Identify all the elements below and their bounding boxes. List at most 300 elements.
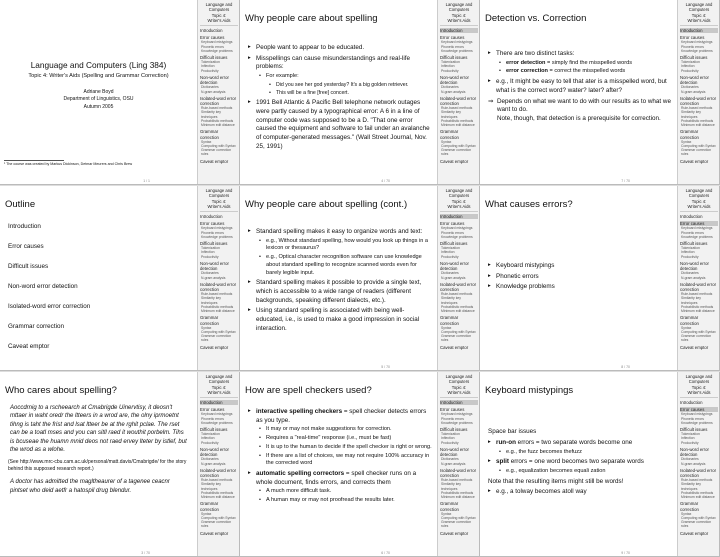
- nav-header-line: Language and: [685, 2, 713, 7]
- nav-subsection[interactable]: Similarity key techniques: [441, 482, 461, 491]
- nav-section[interactable]: Caveat emptor: [440, 344, 469, 350]
- nav-subsection[interactable]: Rule-based methods: [201, 106, 233, 111]
- nav-subsection[interactable]: Grammar correction rules: [441, 148, 472, 157]
- nav-subsection[interactable]: Minimum edit distance: [681, 309, 715, 314]
- nav-section[interactable]: Difficult issues: [200, 241, 228, 247]
- nav-section[interactable]: Caveat emptor: [440, 158, 469, 164]
- nav-section[interactable]: Grammar correction: [440, 501, 459, 512]
- bullet: ▸ Knowledge problems: [488, 283, 672, 292]
- slide-main: [240, 0, 437, 185]
- sub-bullet: • It is up to the human to decide if the spell checker is right or wrong.: [259, 444, 432, 452]
- nav-subsection[interactable]: Probabilistic methods: [681, 304, 714, 309]
- sub-sub-bullet: • Did you see her god yesterday? It's a big golden retriever.: [269, 82, 432, 89]
- scrambled-quote: A doctor has admitted the magltheaurer of a tagenee ceacnr pintset who deid aetfr a hatospil drug blendur.: [10, 479, 170, 494]
- slide-title-text: Keyboard mistypings: [485, 385, 574, 396]
- nav-section[interactable]: Isolated-word error correction: [680, 95, 717, 106]
- sub-bullet: • It may or may not make suggestions for correction.: [259, 426, 432, 434]
- nav-subsection[interactable]: Knowledge problems: [201, 234, 233, 239]
- definition: = simply find the misspelled words: [545, 59, 633, 66]
- sub-bullet: • e.g., Without standard spelling, how would you look up things in a lexicon or thesaurus?: [259, 238, 432, 253]
- nav-subsection[interactable]: Phonetic errors: [681, 416, 704, 421]
- nav-subsection[interactable]: Rule-based methods: [681, 478, 713, 483]
- bullet: [248, 228, 432, 277]
- bullet: [248, 470, 432, 505]
- nav-sidebar: [677, 0, 720, 185]
- nav-subsection[interactable]: Dictionaries: [681, 85, 699, 90]
- citation: (See http://www.mrc-cbu.cam.ac.uk/personal/matt.davis/Cmabrigde/ for the story behind this supposed research report.): [8, 459, 187, 473]
- sub-bullet: • A much more difficult task.: [259, 488, 432, 496]
- nav-subsection[interactable]: Productivity: [201, 440, 219, 445]
- slide-main: [480, 372, 677, 557]
- nav-header-line: Computers: [448, 7, 470, 13]
- nav-subsection[interactable]: N-gram analysis: [201, 89, 226, 94]
- nav-subsection[interactable]: Inflection: [681, 250, 695, 255]
- nav-subsection[interactable]: Similarity key techniques: [201, 296, 221, 305]
- nav-header: [440, 2, 478, 26]
- nav-subsection[interactable]: Rule-based methods: [681, 292, 713, 297]
- outline-item[interactable]: Introduction: [8, 223, 41, 230]
- nav-subsection[interactable]: Keyboard mistypings: [201, 226, 233, 231]
- nav-subsection[interactable]: Syntax: [441, 511, 452, 516]
- nav-subsection[interactable]: Knowledge problems: [681, 234, 713, 239]
- nav-section[interactable]: Grammar correction: [440, 129, 459, 140]
- nav-subsection[interactable]: N-gram analysis: [681, 89, 706, 94]
- nav-header-line: Topic 4:: [691, 198, 707, 204]
- nav-subsection[interactable]: Similarity key techniques: [201, 110, 221, 119]
- nav-subsection[interactable]: N-gram analysis: [441, 89, 466, 94]
- nav-section[interactable]: Error causes: [440, 221, 465, 227]
- nav-section[interactable]: Non-word error detection: [440, 74, 469, 86]
- outline-list: [8, 223, 90, 363]
- nav-subsection[interactable]: Productivity: [681, 440, 699, 445]
- nav-subsection[interactable]: Grammar correction rules: [201, 148, 232, 157]
- nav-subsection[interactable]: Rule-based methods: [441, 478, 473, 483]
- nav-header-line: Writer's Aids: [447, 203, 471, 209]
- nav-subsection[interactable]: Computing with Syntax: [681, 515, 716, 520]
- nav-subsection[interactable]: Similarity key techniques: [681, 296, 701, 305]
- nav-subsection[interactable]: Phonetic errors: [201, 44, 224, 49]
- nav-subsection[interactable]: Minimum edit distance: [441, 495, 475, 500]
- nav-subsection[interactable]: Syntax: [681, 511, 692, 516]
- nav-section[interactable]: Introduction: [200, 28, 223, 33]
- nav-subsection[interactable]: Grammar correction rules: [441, 334, 472, 343]
- nav-subsection[interactable]: Phonetic errors: [441, 230, 464, 235]
- nav-subsection[interactable]: Knowledge problems: [681, 48, 713, 53]
- nav-header-line: Computers: [688, 379, 710, 385]
- bullet: [488, 458, 672, 475]
- nav-subsection[interactable]: Rule-based methods: [201, 478, 233, 483]
- nav-section[interactable]: Grammar correction: [680, 501, 699, 512]
- nav-section[interactable]: Non-word error detection: [680, 74, 709, 86]
- nav-subsection[interactable]: Probabilistic methods: [201, 304, 234, 309]
- nav-subsection[interactable]: Inflection: [441, 250, 455, 255]
- nav-subsection[interactable]: Syntax: [201, 139, 212, 144]
- nav-subsection[interactable]: Tokenization: [441, 432, 460, 437]
- sub-bullet: • e.g., Optical character recognition software can use knowledge about standard spelling to recognize scanned words even for barely legible input.: [259, 254, 432, 277]
- nav-subsection[interactable]: Syntax: [201, 325, 212, 330]
- nav-section[interactable]: Introduction: [680, 214, 703, 219]
- nav-header-line: Writer's Aids: [207, 389, 231, 395]
- nav-subsection[interactable]: Productivity: [681, 68, 699, 73]
- implication-text: Depends on what we want to do with our results as to what we want to do.: [497, 97, 671, 114]
- nav-subsection[interactable]: Productivity: [201, 254, 219, 259]
- slide-main: [480, 186, 677, 371]
- nav-subsection[interactable]: Computing with Syntax: [201, 329, 236, 334]
- page-number: 8 / 70: [621, 365, 630, 369]
- nav-section[interactable]: Difficult issues: [440, 241, 468, 247]
- nav-subsection[interactable]: Keyboard mistypings: [441, 40, 473, 45]
- nav-section[interactable]: Grammar correction: [200, 315, 219, 326]
- slide-body: [240, 210, 437, 333]
- date: Autumn 2005: [83, 103, 114, 110]
- slide-main: [240, 186, 437, 371]
- nav-section[interactable]: Caveat emptor: [200, 344, 229, 350]
- nav-section[interactable]: Difficult issues: [200, 427, 228, 433]
- nav-subsection[interactable]: Dictionaries: [441, 85, 459, 90]
- bullet: ▸ Phonetic errors: [488, 273, 672, 282]
- nav-subsection[interactable]: Syntax: [201, 511, 212, 516]
- nav-subsection[interactable]: Similarity key techniques: [441, 296, 461, 305]
- nav-section[interactable]: Caveat emptor: [680, 344, 709, 350]
- sub-bullet: • e.g., the fuzz becomes thefuzz: [499, 449, 672, 457]
- nav-section[interactable]: Error causes: [680, 221, 718, 226]
- slide-main: [240, 372, 437, 557]
- nav-section[interactable]: Difficult issues: [680, 55, 708, 61]
- title-block: [0, 60, 197, 111]
- nav-subsection[interactable]: Grammar correction rules: [681, 148, 712, 157]
- nav-section[interactable]: Difficult issues: [680, 427, 708, 433]
- nav-subsection[interactable]: Grammar correction rules: [441, 520, 472, 529]
- nav-section[interactable]: Difficult issues: [680, 241, 708, 247]
- nav-subsection[interactable]: Dictionaries: [441, 271, 459, 276]
- nav-header-line: Writer's Aids: [207, 203, 231, 209]
- page-number: 1 / 1: [143, 179, 150, 183]
- nav-sidebar: [197, 372, 240, 557]
- nav-subsection[interactable]: Probabilistic methods: [441, 490, 474, 495]
- nav-subsection[interactable]: Tokenization: [441, 246, 460, 251]
- nav-section[interactable]: Non-word error detection: [200, 446, 229, 458]
- slide-title-text: What causes errors?: [485, 199, 573, 210]
- nav-header-line: Writer's Aids: [447, 17, 471, 23]
- definition: errors = two separate words become one: [515, 438, 633, 446]
- bullet-text: Misspellings can cause misunderstandings and real-life problems:: [256, 54, 411, 71]
- nav-subsection[interactable]: Computing with Syntax: [681, 143, 716, 148]
- nav-subsection[interactable]: Probabilistic methods: [681, 118, 714, 123]
- nav-subsection[interactable]: Phonetic errors: [681, 230, 704, 235]
- nav-subsection[interactable]: Minimum edit distance: [201, 123, 235, 128]
- nav-subsection[interactable]: Rule-based methods: [201, 292, 233, 297]
- bullet: [488, 50, 672, 76]
- nav-section[interactable]: Error causes: [680, 407, 718, 412]
- nav-subsection[interactable]: Rule-based methods: [441, 292, 473, 297]
- nav-subsection[interactable]: Tokenization: [201, 246, 220, 251]
- nav-section[interactable]: Non-word error detection: [680, 260, 709, 272]
- nav-section[interactable]: Introduction: [200, 214, 223, 219]
- bullet-text: There are two distinct tasks:: [496, 50, 575, 57]
- outline-item[interactable]: Error causes: [8, 243, 44, 250]
- nav-header-line: Topic 4:: [211, 198, 227, 204]
- slide-title: [0, 0, 240, 185]
- nav-subsection[interactable]: Probabilistic methods: [201, 490, 234, 495]
- nav-section[interactable]: Caveat emptor: [200, 530, 229, 536]
- nav-section[interactable]: Non-word error detection: [200, 260, 229, 272]
- nav-header-line: Writer's Aids: [207, 17, 231, 23]
- nav-subsection[interactable]: Productivity: [681, 254, 699, 259]
- bullet: ▸ Using standard spelling is associated with being well-educated, i.e., is used to make a good impression in social interaction.: [248, 307, 432, 333]
- nav-subsection[interactable]: Productivity: [441, 440, 459, 445]
- sub-bullet: • e.g., equalization becomes equali zation: [499, 468, 672, 476]
- nav-subsection[interactable]: Knowledge problems: [441, 234, 473, 239]
- slide-main: [0, 372, 197, 557]
- nav-subsection[interactable]: Tokenization: [681, 60, 700, 65]
- nav-subsection[interactable]: Knowledge problems: [441, 48, 473, 53]
- nav-subsection[interactable]: N-gram analysis: [441, 461, 466, 466]
- nav-subsection[interactable]: Grammar correction rules: [681, 334, 712, 343]
- nav-subsection[interactable]: Inflection: [441, 64, 455, 69]
- nav-subsection[interactable]: N-gram analysis: [201, 461, 226, 466]
- nav-subsection[interactable]: N-gram analysis: [681, 275, 706, 280]
- nav-header-line: Topic 4:: [211, 12, 227, 18]
- nav-subsection[interactable]: N-gram analysis: [201, 275, 226, 280]
- nav-header-line: Computers: [208, 7, 230, 13]
- nav-subsection[interactable]: Computing with Syntax: [201, 515, 236, 520]
- nav-subsection[interactable]: Minimum edit distance: [441, 123, 475, 128]
- nav-section[interactable]: Isolated-word error correction: [440, 281, 477, 292]
- nav-subsection[interactable]: Inflection: [201, 250, 215, 255]
- nav-section[interactable]: Introduction: [440, 400, 478, 405]
- sub-bullet: • Requires a "real-time" response (i.e., must be fast): [259, 435, 432, 443]
- nav-subsection[interactable]: Dictionaries: [681, 271, 699, 276]
- slide-title-text: Who cares about spelling?: [5, 385, 117, 396]
- nav-section[interactable]: Caveat emptor: [680, 530, 709, 536]
- nav-subsection[interactable]: Computing with Syntax: [441, 143, 476, 148]
- nav-subsection[interactable]: Minimum edit distance: [201, 309, 235, 314]
- bullet: ▸ Keyboard mistypings: [488, 262, 672, 271]
- nav-subsection[interactable]: Minimum edit distance: [201, 495, 235, 500]
- nav-subsection[interactable]: Keyboard mistypings: [441, 226, 473, 231]
- nav-section[interactable]: Error causes: [440, 35, 465, 41]
- nav-section[interactable]: Non-word error detection: [440, 260, 469, 272]
- nav-header-line: Computers: [208, 193, 230, 199]
- nav-subsection[interactable]: Phonetic errors: [441, 416, 464, 421]
- outline-item[interactable]: Difficult issues: [8, 263, 49, 270]
- nav-section[interactable]: Grammar correction: [680, 129, 699, 140]
- implies-arrow-icon: ⇒: [488, 97, 494, 105]
- nav-subsection[interactable]: N-gram analysis: [681, 461, 706, 466]
- nav-subsection[interactable]: Keyboard mistypings: [201, 412, 233, 417]
- course-title: Language and Computers (Ling 384): [30, 60, 167, 70]
- nav-header-line: Language and: [685, 188, 713, 193]
- nav-subsection[interactable]: Dictionaries: [201, 85, 219, 90]
- nav-subsection[interactable]: Inflection: [441, 436, 455, 441]
- slide-causes: [480, 186, 720, 371]
- nav-header-line: Computers: [208, 379, 230, 385]
- nav-subsection[interactable]: Probabilistic methods: [441, 118, 474, 123]
- nav-subsection[interactable]: Dictionaries: [681, 457, 699, 462]
- nav-subsection[interactable]: Syntax: [441, 325, 452, 330]
- outline-item[interactable]: Isolated-word error correction: [8, 303, 91, 310]
- affiliation: Department of Linguistics, OSU: [63, 96, 134, 103]
- nav-subsection[interactable]: Tokenization: [201, 60, 220, 65]
- nav-subsection[interactable]: Knowledge problems: [201, 420, 233, 425]
- nav-subsection[interactable]: Rule-based methods: [681, 106, 713, 111]
- nav-header-line: Computers: [448, 193, 470, 199]
- nav-section[interactable]: Non-word error detection: [680, 446, 709, 458]
- nav-subsection[interactable]: Knowledge problems: [681, 420, 713, 425]
- nav-subsection[interactable]: Inflection: [681, 436, 695, 441]
- nav-header: [200, 2, 238, 26]
- nav-subsection[interactable]: Minimum edit distance: [681, 123, 715, 128]
- slide-body: [0, 396, 197, 495]
- outline-item[interactable]: Non-word error detection: [8, 283, 78, 290]
- nav-subsection[interactable]: Productivity: [441, 254, 459, 259]
- nav-subsection[interactable]: Inflection: [201, 436, 215, 441]
- nav-section[interactable]: Error causes: [200, 407, 225, 413]
- nav-section[interactable]: Isolated-word error correction: [200, 281, 237, 292]
- nav-subsection[interactable]: Grammar correction rules: [681, 520, 712, 529]
- nav-subsection[interactable]: Keyboard mistypings: [441, 412, 473, 417]
- nav-section[interactable]: Difficult issues: [200, 55, 228, 61]
- nav-section[interactable]: Grammar correction: [200, 129, 219, 140]
- nav-subsection[interactable]: Keyboard mistypings: [201, 40, 233, 45]
- nav-subsection[interactable]: Computing with Syntax: [681, 329, 716, 334]
- nav-subsection[interactable]: Grammar correction rules: [201, 334, 232, 343]
- nav-sidebar: [197, 0, 240, 185]
- nav-subsection[interactable]: Syntax: [681, 325, 692, 330]
- nav-section[interactable]: Grammar correction: [200, 501, 219, 512]
- nav-section[interactable]: Isolated-word error correction: [680, 467, 717, 478]
- nav-section[interactable]: Caveat emptor: [440, 530, 469, 536]
- nav-subsection[interactable]: Grammar correction rules: [201, 520, 232, 529]
- nav-header: [680, 188, 718, 212]
- slide-how-used: [240, 372, 480, 557]
- nav-subsection[interactable]: Computing with Syntax: [201, 143, 236, 148]
- nav-section[interactable]: Isolated-word error correction: [680, 281, 717, 292]
- nav-section[interactable]: Introduction: [440, 214, 478, 219]
- bullet: [248, 55, 432, 97]
- nav-section[interactable]: Caveat emptor: [680, 158, 709, 164]
- nav-subsection[interactable]: Tokenization: [201, 432, 220, 437]
- nav-subsection[interactable]: Phonetic errors: [201, 230, 224, 235]
- nav-header-line: Computers: [688, 193, 710, 199]
- nav-subsection[interactable]: Similarity key techniques: [681, 482, 701, 491]
- nav-subsection[interactable]: Inflection: [681, 64, 695, 69]
- nav-subsection[interactable]: Keyboard mistypings: [681, 226, 713, 231]
- nav-subsection[interactable]: N-gram analysis: [441, 275, 466, 280]
- note: Note that the resulting items might still be words!: [488, 477, 624, 485]
- nav-subsection[interactable]: Keyboard mistypings: [681, 40, 713, 45]
- nav-section[interactable]: Introduction: [680, 400, 703, 405]
- nav-section[interactable]: Isolated-word error correction: [440, 95, 477, 106]
- nav-section[interactable]: Error causes: [440, 407, 465, 413]
- slide-body: [240, 24, 437, 151]
- nav-header: [200, 374, 238, 398]
- nav-subsection[interactable]: Phonetic errors: [201, 416, 224, 421]
- nav-subsection[interactable]: Minimum edit distance: [681, 495, 715, 500]
- nav-section[interactable]: Isolated-word error correction: [200, 467, 237, 478]
- sub-bullet: [499, 68, 672, 76]
- nav-subsection[interactable]: Rule-based methods: [441, 106, 473, 111]
- nav-section[interactable]: Isolated-word error correction: [440, 467, 477, 478]
- nav-subsection[interactable]: Tokenization: [441, 60, 460, 65]
- nav-header: [440, 374, 478, 398]
- nav-subsection[interactable]: Phonetic errors: [681, 44, 704, 49]
- outline-item[interactable]: Grammar correction: [8, 323, 64, 330]
- nav-sidebar: [677, 186, 720, 371]
- nav-section[interactable]: Non-word error detection: [200, 74, 229, 86]
- nav-section[interactable]: Isolated-word error correction: [200, 95, 237, 106]
- nav-subsection[interactable]: Computing with Syntax: [441, 515, 476, 520]
- nav-subsection[interactable]: Similarity key techniques: [441, 110, 461, 119]
- nav-section[interactable]: Grammar correction: [680, 315, 699, 326]
- slide-title-text: Why people care about spelling: [245, 13, 378, 24]
- slide-outline: [0, 186, 240, 371]
- slide-keyboard: [480, 372, 720, 557]
- nav-subsection[interactable]: Keyboard mistypings: [681, 412, 713, 417]
- bullet: [488, 439, 672, 456]
- nav-subsection[interactable]: Tokenization: [681, 432, 700, 437]
- nav-section[interactable]: Introduction: [440, 28, 478, 33]
- nav-section[interactable]: Difficult issues: [440, 427, 468, 433]
- nav-section[interactable]: Error causes: [680, 35, 705, 41]
- nav-section[interactable]: Grammar correction: [440, 315, 459, 326]
- outline-item[interactable]: Caveat emptor: [8, 343, 50, 350]
- nav-subsection[interactable]: Dictionaries: [201, 457, 219, 462]
- nav-header: [680, 2, 718, 26]
- bullet: ▸ Standard spelling makes it possible to provide a single text, which is accessible to a wide range of readers (different backgrounds, speaking different dialects, etc.).: [248, 279, 432, 305]
- nav-section[interactable]: Error causes: [200, 221, 225, 227]
- nav-header-line: Language and: [685, 374, 713, 379]
- author: Adriane Boyd: [83, 89, 114, 95]
- nav-section[interactable]: Caveat emptor: [200, 158, 229, 164]
- bullet-text: Standard spelling makes it easy to organize words and text:: [256, 228, 423, 235]
- term: error detection: [506, 59, 546, 66]
- nav-subsection[interactable]: Phonetic errors: [441, 44, 464, 49]
- nav-subsection[interactable]: Dictionaries: [201, 271, 219, 276]
- nav-subsection[interactable]: Probabilistic methods: [681, 490, 714, 495]
- nav-header-line: Writer's Aids: [687, 203, 711, 209]
- nav-subsection[interactable]: Dictionaries: [441, 457, 459, 462]
- nav-subsection[interactable]: Knowledge problems: [441, 420, 473, 425]
- nav-subsection[interactable]: Computing with Syntax: [441, 329, 476, 334]
- nav-subsection[interactable]: Probabilistic methods: [201, 118, 234, 123]
- nav-subsection[interactable]: Knowledge problems: [201, 48, 233, 53]
- nav-subsection[interactable]: Probabilistic methods: [441, 304, 474, 309]
- nav-subsection[interactable]: Syntax: [441, 139, 452, 144]
- nav-subsection[interactable]: Similarity key techniques: [201, 482, 221, 491]
- page-number: 3 / 70: [141, 551, 150, 555]
- nav-section[interactable]: Introduction: [200, 400, 238, 405]
- nav-subsection[interactable]: Productivity: [441, 68, 459, 73]
- page-number: 9 / 70: [621, 551, 630, 555]
- nav-header-line: Topic 4:: [451, 12, 467, 18]
- nav-subsection[interactable]: Similarity key techniques: [681, 110, 701, 119]
- term: run-on: [496, 438, 516, 446]
- nav-subsection[interactable]: Syntax: [681, 139, 692, 144]
- nav-subsection[interactable]: Inflection: [201, 64, 215, 69]
- nav-subsection[interactable]: Productivity: [201, 68, 219, 73]
- definition: = spell checker runs on a whole document, finds errors, and corrects them: [256, 469, 417, 486]
- nav-section[interactable]: Difficult issues: [440, 55, 468, 61]
- nav-subsection[interactable]: Minimum edit distance: [441, 309, 475, 314]
- nav-subsection[interactable]: Tokenization: [681, 246, 700, 251]
- definition: = correct the misspelled words: [547, 68, 626, 75]
- nav-section[interactable]: Non-word error detection: [440, 446, 469, 458]
- nav-section[interactable]: Introduction: [680, 28, 718, 33]
- nav-section[interactable]: Error causes: [200, 35, 225, 41]
- nav-header-line: Writer's Aids: [447, 389, 471, 395]
- scrambled-quote: Aoccdrnig to a rscheearch at Cmabrigde Uinervtisy, it deosn't mttaer in waht oredr the ltteers in a wrod are, the olny iprmoetnt tihng is taht the frist and lsat ltteer be at the rghit pclae. The rset can be a toatl mses and you can sitll raed it wouthit porbelm. Tihs is bcuseae the huamn mnid deos not raed ervey lteter by istlef, but the wrod as a wlohe.: [10, 405, 187, 453]
